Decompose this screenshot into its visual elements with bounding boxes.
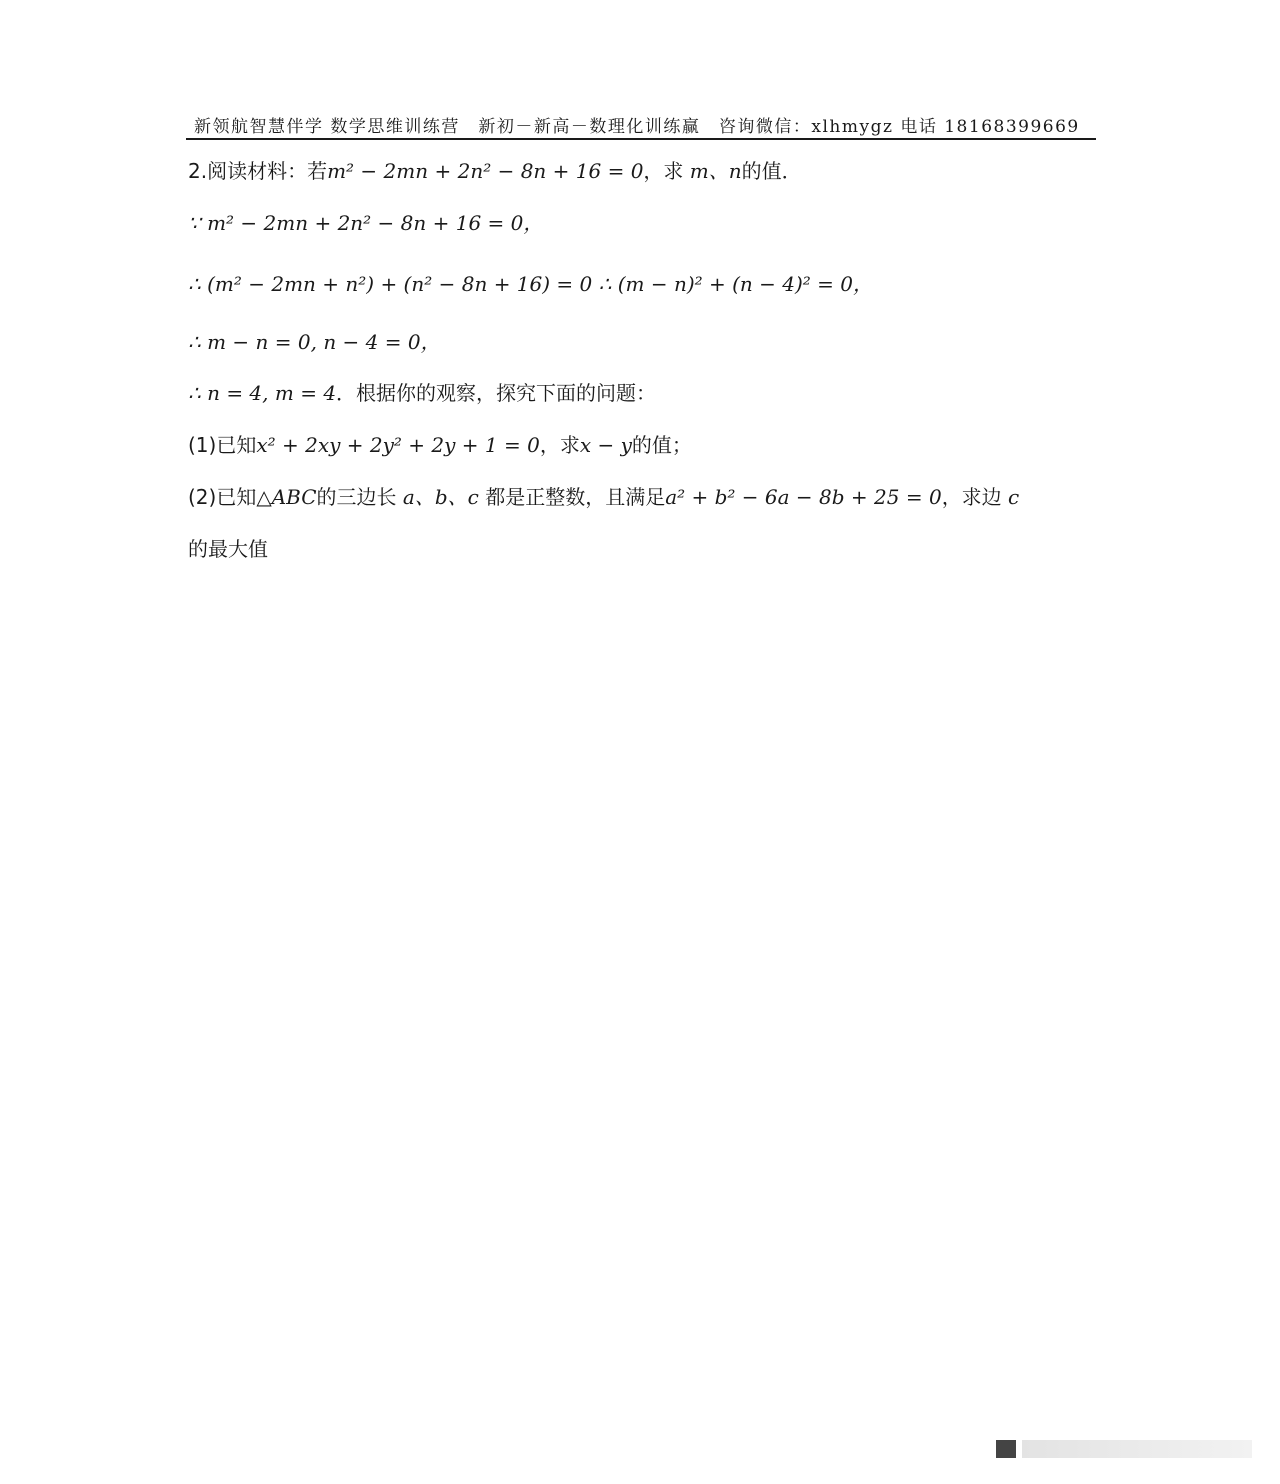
intro-vars: m、n bbox=[689, 159, 742, 183]
footer-decoration bbox=[996, 1440, 1256, 1458]
intro-mid: ，求 bbox=[643, 159, 690, 183]
step-4-text: ．根据你的观察，探究下面的问题： bbox=[336, 381, 657, 405]
q1-mid: ，求 bbox=[539, 433, 580, 457]
question-1 bbox=[188, 432, 692, 458]
footer-bar-dark bbox=[996, 1440, 1016, 1458]
q2-mid2: 都是正整数，且满足 bbox=[478, 485, 666, 509]
q2-equation: a² + b² − 6a − 8b + 25 = 0 bbox=[665, 485, 942, 509]
step-3: ∴ m − n = 0, n − 4 = 0， bbox=[188, 330, 441, 354]
q1-suffix: 的值； bbox=[631, 433, 692, 457]
page-header bbox=[186, 112, 1096, 140]
question-2-end: 的最大值 bbox=[188, 537, 268, 561]
question-2 bbox=[188, 484, 1019, 510]
intro-prefix: 阅读材料：若 bbox=[207, 159, 328, 183]
header-text: 新领航智慧伴学 数学思维训练营 新初－新高－数理化训练赢 咨询微信：xlhmygz 电话 18168399669 bbox=[194, 117, 1080, 137]
q2-mid3: ，求边 bbox=[941, 485, 1009, 509]
step-1: ∵ m² − 2mn + 2n² − 8n + 16 = 0， bbox=[188, 211, 544, 235]
q2-triangle-name: ABC bbox=[271, 485, 317, 509]
q2-sides: a、b、c bbox=[402, 485, 479, 509]
problem-number: 2. bbox=[188, 159, 208, 183]
step-4-math: ∴ n = 4, m = 4 bbox=[188, 381, 337, 405]
intro-equation: m² − 2mn + 2n² − 8n + 16 = 0 bbox=[327, 159, 644, 183]
intro-suffix: 的值． bbox=[741, 159, 802, 183]
step-2: ∴ (m² − 2mn + n²) + (n² − 8n + 16) = 0 ∴ (m − n)² + (n − 4)² = 0， bbox=[188, 272, 874, 296]
footer-bar-light bbox=[1022, 1440, 1252, 1458]
q2-prefix: (2)已知△ bbox=[188, 485, 272, 509]
step-4 bbox=[188, 380, 656, 406]
q2-side-c: c bbox=[1008, 485, 1020, 509]
q2-mid1: 的三边长 bbox=[316, 485, 403, 509]
problem-intro bbox=[188, 158, 802, 184]
q1-equation: x² + 2xy + 2y² + 2y + 1 = 0 bbox=[256, 433, 540, 457]
q1-expression: x − y bbox=[579, 433, 632, 457]
q1-prefix: (1)已知 bbox=[188, 433, 257, 457]
